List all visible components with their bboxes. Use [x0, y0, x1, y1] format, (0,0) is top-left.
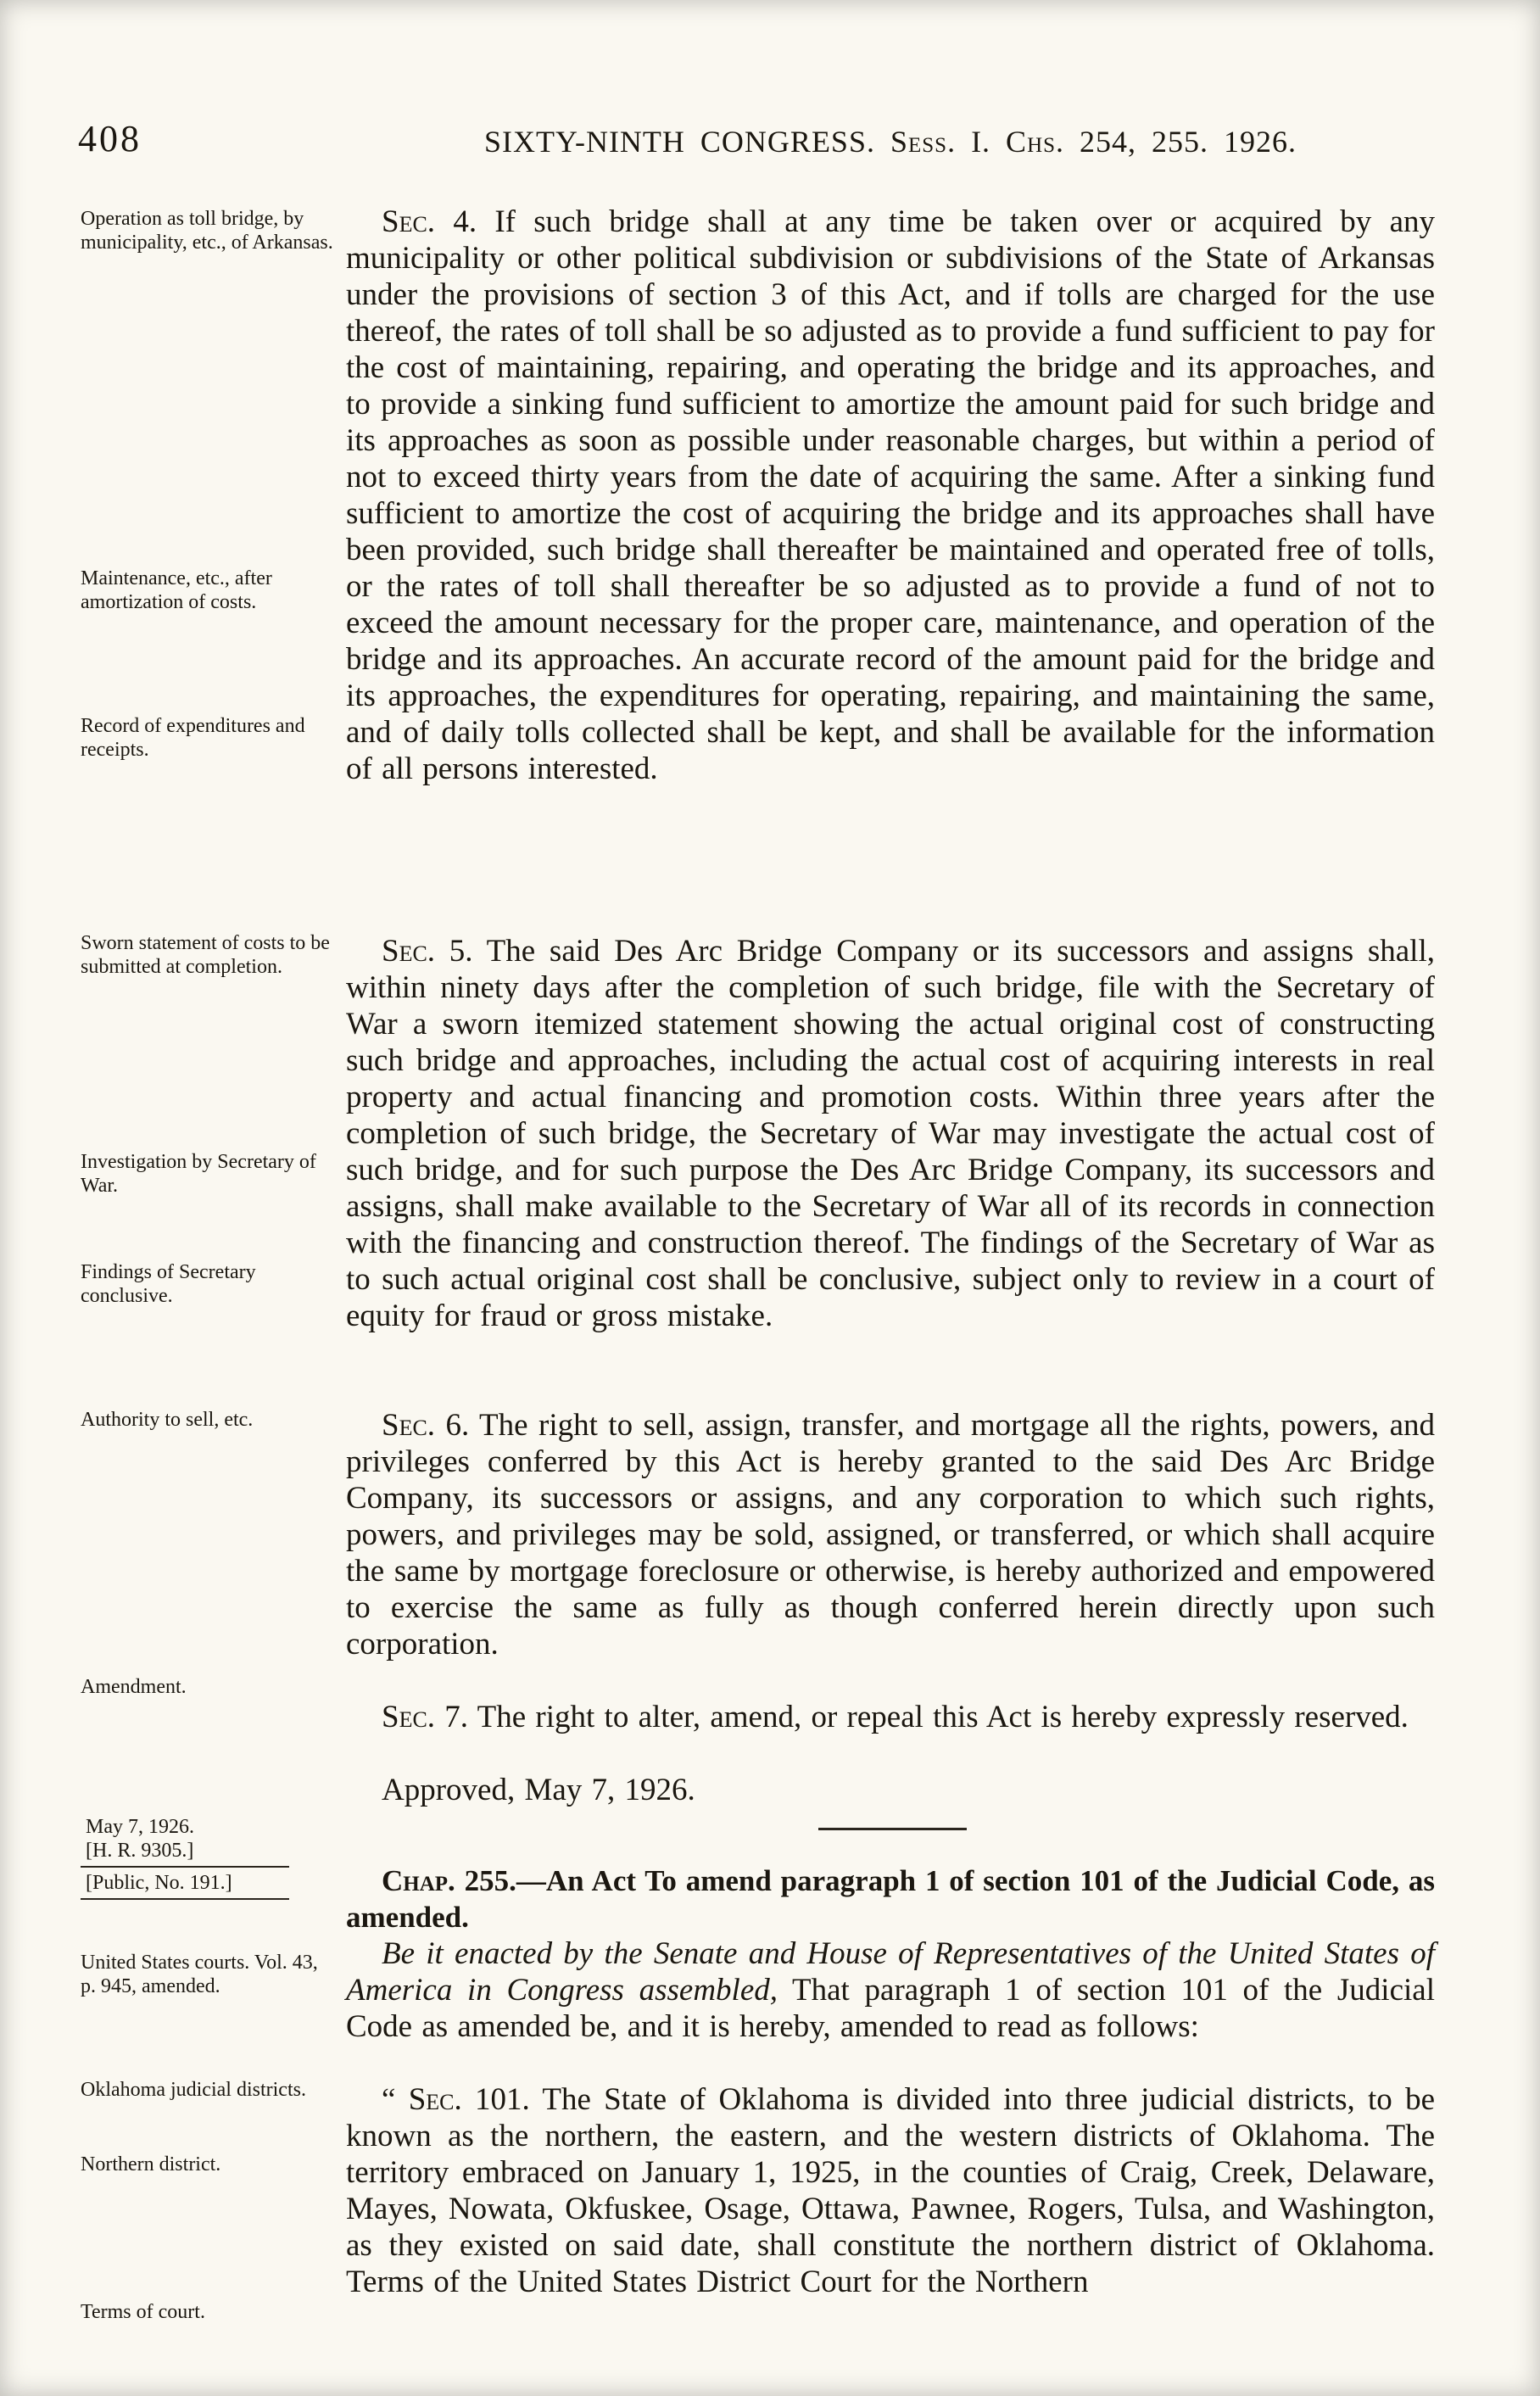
page-number: 408	[78, 118, 142, 159]
sidenote-date: May 7, 1926.	[86, 1816, 194, 1838]
section-6-label: Sec. 6.	[382, 1408, 470, 1443]
section-4-label: Sec. 4.	[382, 204, 477, 239]
margin-note-findings-conclusive: Findings of Secretary conclusive.	[81, 1261, 256, 1307]
sidenote-bill-number: [H. R. 9305.]	[86, 1840, 194, 1862]
margin-note-northern-district: Northern district.	[81, 2153, 221, 2175]
chap-255-heading-text: An Act To amend paragraph 1 of section 101 of the Judicial Code, as amended.	[346, 1864, 1435, 1934]
section-6-paragraph	[346, 1407, 1435, 1662]
margin-note-united-states-courts: United States courts. Vol. 43, p. 945, amended.	[81, 1952, 318, 1997]
sec-101-paragraph	[346, 2081, 1435, 2300]
margin-note-terms-of-court: Terms of court.	[81, 2301, 205, 2323]
sidenote-divider-bottom	[81, 1898, 289, 1900]
sidenote-public-law: [Public, No. 191.]	[86, 1872, 232, 1894]
sec-101-text: The State of Oklahoma is divided into three judicial districts, to be known as the northern, the eastern, and the western districts of Oklahoma. The territory embraced on January 1, 1925, in the counties of Craig, Creek, Delaware, Mayes, Nowata, Okfuskee, Osage, Ottawa, Pawnee, Rogers, Tulsa, and Washington, as they existed on said date, shall constitute the northern district of Oklahoma. Terms of the United States District Court for the Northern	[346, 2082, 1435, 2299]
section-5-paragraph	[346, 933, 1435, 1334]
margin-note-maintenance: Maintenance, etc., after amortization of costs.	[81, 567, 272, 613]
chapter-divider-rule	[818, 1828, 967, 1830]
chap-255-heading-label: Chap. 255.—	[382, 1864, 546, 1897]
margin-note-investigation: Investigation by Secretary of War.	[81, 1151, 316, 1197]
enacting-clause-roman: That paragraph 1 of section 101 of the Judicial Code as amended be, and it is hereby, amended to read as follows:	[346, 1973, 1435, 2044]
margin-note-oklahoma-districts: Oklahoma judicial districts.	[81, 2079, 306, 2101]
enacting-clause	[346, 1935, 1435, 2045]
approved-line: Approved, May 7, 1926.	[382, 1773, 695, 1807]
enacting-clause-italic: Be it enacted by the Senate and House of Representatives of the United States of America in Congress assembled,	[346, 1936, 1435, 2008]
chap-255-heading	[346, 1863, 1435, 1935]
section-5-label: Sec. 5.	[382, 934, 473, 969]
chap-255-sidenote	[81, 1815, 335, 1903]
section-4-text: If such bridge shall at any time be taken over or acquired by any municipality or other political subdivision or subdivisions of the State of Arkansas under the provisions of section 3 of this Act, and if tolls are charged for the use thereof, the rates of toll shall be so adjusted as to provide a fund sufficient to pay for the cost of maintaining, repairing, and operating the bridge and its approaches, and to provide a sinking fund sufficient to amortize the amount paid for such bridge and its approaches as soon as possible under reasonable charges, but within a period of not to exceed thirty years from the date of acquiring the same. After a sinking fund sufficient to amortize the cost of acquiring the bridge and its approaches shall have been provided, such bridge shall thereafter be maintained and operated free of tolls, or the rates of toll shall thereafter be so adjusted as to provide a fund of not to exceed the amount necessary for the proper care, maintenance, and operation of the bridge and its approaches. An accurate record of the amount paid for the bridge and its approaches, the expenditures for operating, repairing, and maintaining the same, and of daily tolls collected shall be kept, and shall be available for the information of all persons interested.	[346, 204, 1435, 786]
section-7-text: The right to alter, amend, or repeal this Act is hereby expressly reserved.	[477, 1700, 1409, 1734]
sec-101-label: “ Sec. 101.	[382, 2082, 530, 2117]
margin-note-sworn-statement: Sworn statement of costs to be submitted at completion.	[81, 932, 330, 978]
sidenote-divider-top	[81, 1866, 289, 1868]
section-7-label: Sec. 7.	[382, 1700, 469, 1734]
margin-note-authority-to-sell: Authority to sell, etc.	[81, 1409, 254, 1431]
running-head: SIXTY-NINTH CONGRESS. Sess. I. Chs. 254, 255. 1926.	[483, 125, 1297, 159]
margin-note-amendment: Amendment.	[81, 1676, 187, 1698]
section-5-text: The said Des Arc Bridge Company or its successors and assigns shall, within ninety days after the completion of such bridge, file with the Secretary of War a sworn itemized statement showing the actual original cost of constructing such bridge and approaches, including the actual cost of acquiring interests in real property and actual financing and promotion costs. Within three years after the completion of such bridge, the Secretary of War may investigate the actual cost of such bridge, and for such purpose the Des Arc Bridge Company, its successors and assigns, shall make available to the Secretary of War all of its records in connection with the financing and construction thereof. The findings of the Secretary of War as to such actual original cost shall be conclusive, subject only to review in a court of equity for fraud or gross mistake.	[346, 934, 1435, 1333]
section-6-text: The right to sell, assign, transfer, and mortgage all the rights, powers, and privileges conferred by this Act is hereby granted to the said Des Arc Bridge Company, its successors or assigns, and any corporation to which such rights, powers, and privileges may be sold, assigned, or transferred, or which shall acquire the same by mortgage foreclosure or otherwise, is hereby authorized and empowered to exercise the same as fully as though conferred herein directly upon such corporation.	[346, 1408, 1435, 1662]
section-7-paragraph	[346, 1699, 1435, 1735]
section-4-paragraph	[346, 204, 1435, 787]
margin-note-operation-toll-bridge: Operation as toll bridge, by municipality, etc., of Arkansas.	[81, 208, 333, 254]
margin-note-record-expenditures: Record of expenditures and receipts.	[81, 715, 305, 761]
